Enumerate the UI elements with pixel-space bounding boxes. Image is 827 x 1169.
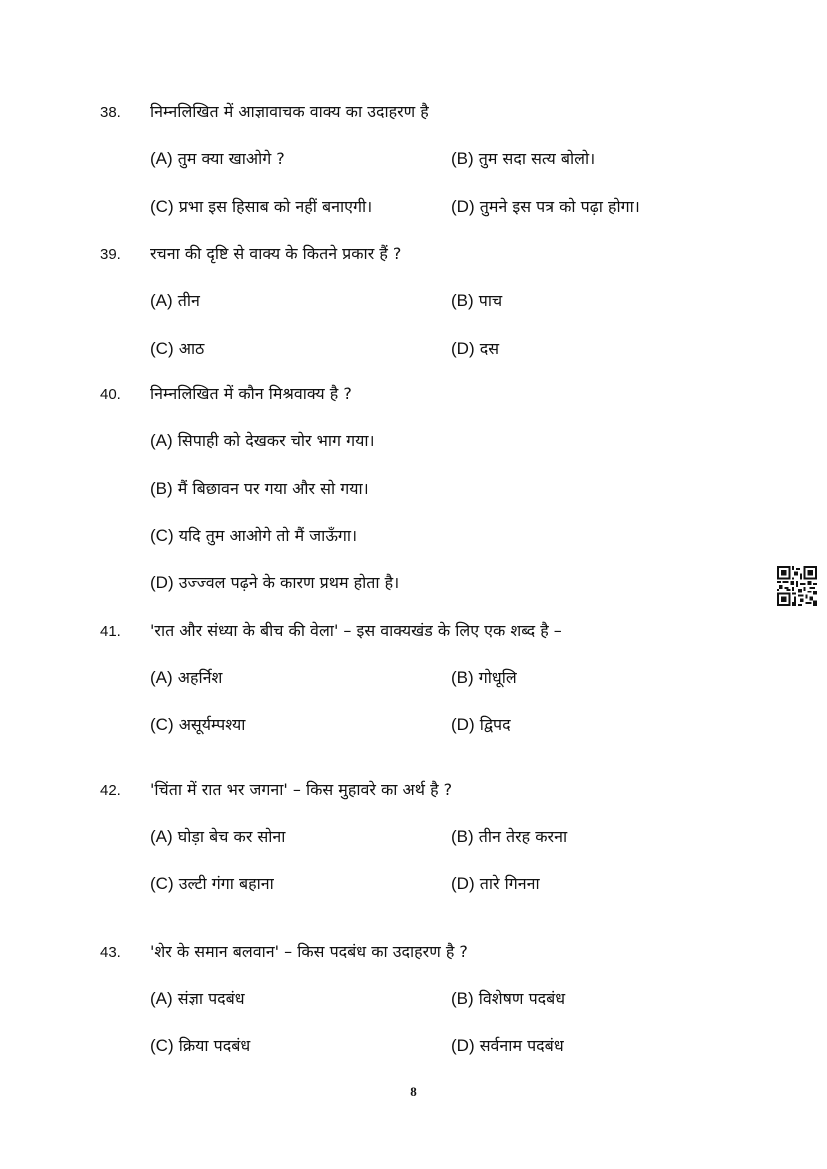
- option-text: असूर्यम्पश्या: [178, 715, 246, 734]
- option-d: [451, 195, 640, 217]
- option-label: (D): [451, 1036, 475, 1055]
- option-text: उज्ज्वल पढ़ने के कारण प्रथम होता है।: [178, 573, 400, 592]
- question-text: 'रात और संध्या के बीच की वेला' – इस वाक्यखंड के लिए एक शब्द है –: [150, 621, 562, 640]
- option-b: [150, 477, 369, 499]
- option-text: तुम सदा सत्य बोलो।: [478, 149, 596, 168]
- option-label: (B): [451, 989, 474, 1008]
- option-c: [150, 713, 245, 735]
- option-b: [451, 987, 565, 1009]
- option-text: तारे गिनना: [479, 874, 540, 893]
- option-label: (C): [150, 339, 174, 358]
- option-text: द्विपद: [479, 715, 511, 734]
- option-d: [451, 872, 540, 894]
- option-label: (D): [451, 339, 475, 358]
- option-a: [150, 987, 245, 1009]
- option-d: [451, 713, 511, 735]
- question-number: 38.: [100, 104, 121, 121]
- option-label: (C): [150, 715, 174, 734]
- option-label: (B): [451, 827, 474, 846]
- question-text: निम्नलिखित में आज्ञावाचक वाक्य का उदाहरण है: [150, 102, 429, 121]
- question-text: 'शेर के समान बलवान' – किस पदबंध का उदाहरण है ?: [150, 942, 468, 961]
- option-label: (D): [451, 874, 475, 893]
- page-number: 8: [410, 1084, 417, 1099]
- question-text: 'चिंता में रात भर जगना' – किस मुहावरे का अर्थ है ?: [150, 780, 453, 799]
- option-label: (C): [150, 874, 174, 893]
- option-label: (A): [150, 989, 173, 1008]
- option-label: (C): [150, 526, 174, 545]
- option-a: [150, 147, 285, 169]
- option-text: उल्टी गंगा बहाना: [178, 874, 274, 893]
- option-c: [150, 195, 372, 217]
- option-b: [451, 147, 595, 169]
- option-b: [451, 825, 567, 847]
- option-text: पाच: [478, 291, 503, 310]
- option-label: (A): [150, 291, 173, 310]
- option-a: [150, 429, 375, 451]
- option-text: आठ: [178, 339, 205, 358]
- option-label: (A): [150, 668, 173, 687]
- qr-code-icon: [777, 566, 817, 606]
- option-label: (C): [150, 197, 174, 216]
- option-b: [451, 666, 517, 688]
- option-c: [150, 337, 204, 359]
- option-text: अहर्निश: [177, 668, 223, 687]
- question-number: 43.: [100, 944, 121, 961]
- option-label: (A): [150, 149, 173, 168]
- option-text: क्रिया पदबंध: [178, 1036, 251, 1055]
- option-b: [451, 289, 502, 311]
- option-text: तीन: [177, 291, 200, 310]
- option-a: [150, 825, 285, 847]
- option-label: (B): [150, 479, 173, 498]
- option-d: [451, 337, 499, 359]
- option-label: (D): [451, 715, 475, 734]
- option-text: तुम क्या खाओगे ?: [177, 149, 285, 168]
- question-number: 39.: [100, 246, 121, 263]
- option-d: [451, 1034, 564, 1056]
- question-text: रचना की दृष्टि से वाक्य के कितने प्रकार हैं ?: [150, 244, 402, 263]
- option-a: [150, 666, 222, 688]
- option-text: सिपाही को देखकर चोर भाग गया।: [177, 431, 375, 450]
- option-label: (B): [451, 291, 474, 310]
- option-text: तुमने इस पत्र को पढ़ा होगा।: [479, 197, 640, 216]
- question-text: निम्नलिखित में कौन मिश्रवाक्य है ?: [150, 384, 352, 403]
- option-text: दस: [479, 339, 500, 358]
- option-text: संज्ञा पदबंध: [177, 989, 245, 1008]
- option-text: प्रभा इस हिसाब को नहीं बनाएगी।: [178, 197, 373, 216]
- option-text: सर्वनाम पदबंध: [479, 1036, 564, 1055]
- question-number: 41.: [100, 623, 121, 640]
- option-label: (A): [150, 827, 173, 846]
- option-text: तीन तेरह करना: [478, 827, 568, 846]
- option-text: मैं बिछावन पर गया और सो गया।: [177, 479, 369, 498]
- option-c: [150, 872, 274, 894]
- option-label: (A): [150, 431, 173, 450]
- option-label: (D): [451, 197, 475, 216]
- option-text: विशेषण पदबंध: [478, 989, 566, 1008]
- option-text: घोड़ा बेच कर सोना: [177, 827, 286, 846]
- option-a: [150, 289, 200, 311]
- option-c: [150, 524, 357, 546]
- option-label: (B): [451, 149, 474, 168]
- option-label: (C): [150, 1036, 174, 1055]
- question-number: 40.: [100, 386, 121, 403]
- option-label: (D): [150, 573, 174, 592]
- question-number: 42.: [100, 782, 121, 799]
- option-c: [150, 1034, 250, 1056]
- option-text: गोधूलि: [478, 668, 517, 687]
- option-text: यदि तुम आओगे तो मैं जाऊँगा।: [178, 526, 358, 545]
- option-label: (B): [451, 668, 474, 687]
- option-d: [150, 571, 399, 593]
